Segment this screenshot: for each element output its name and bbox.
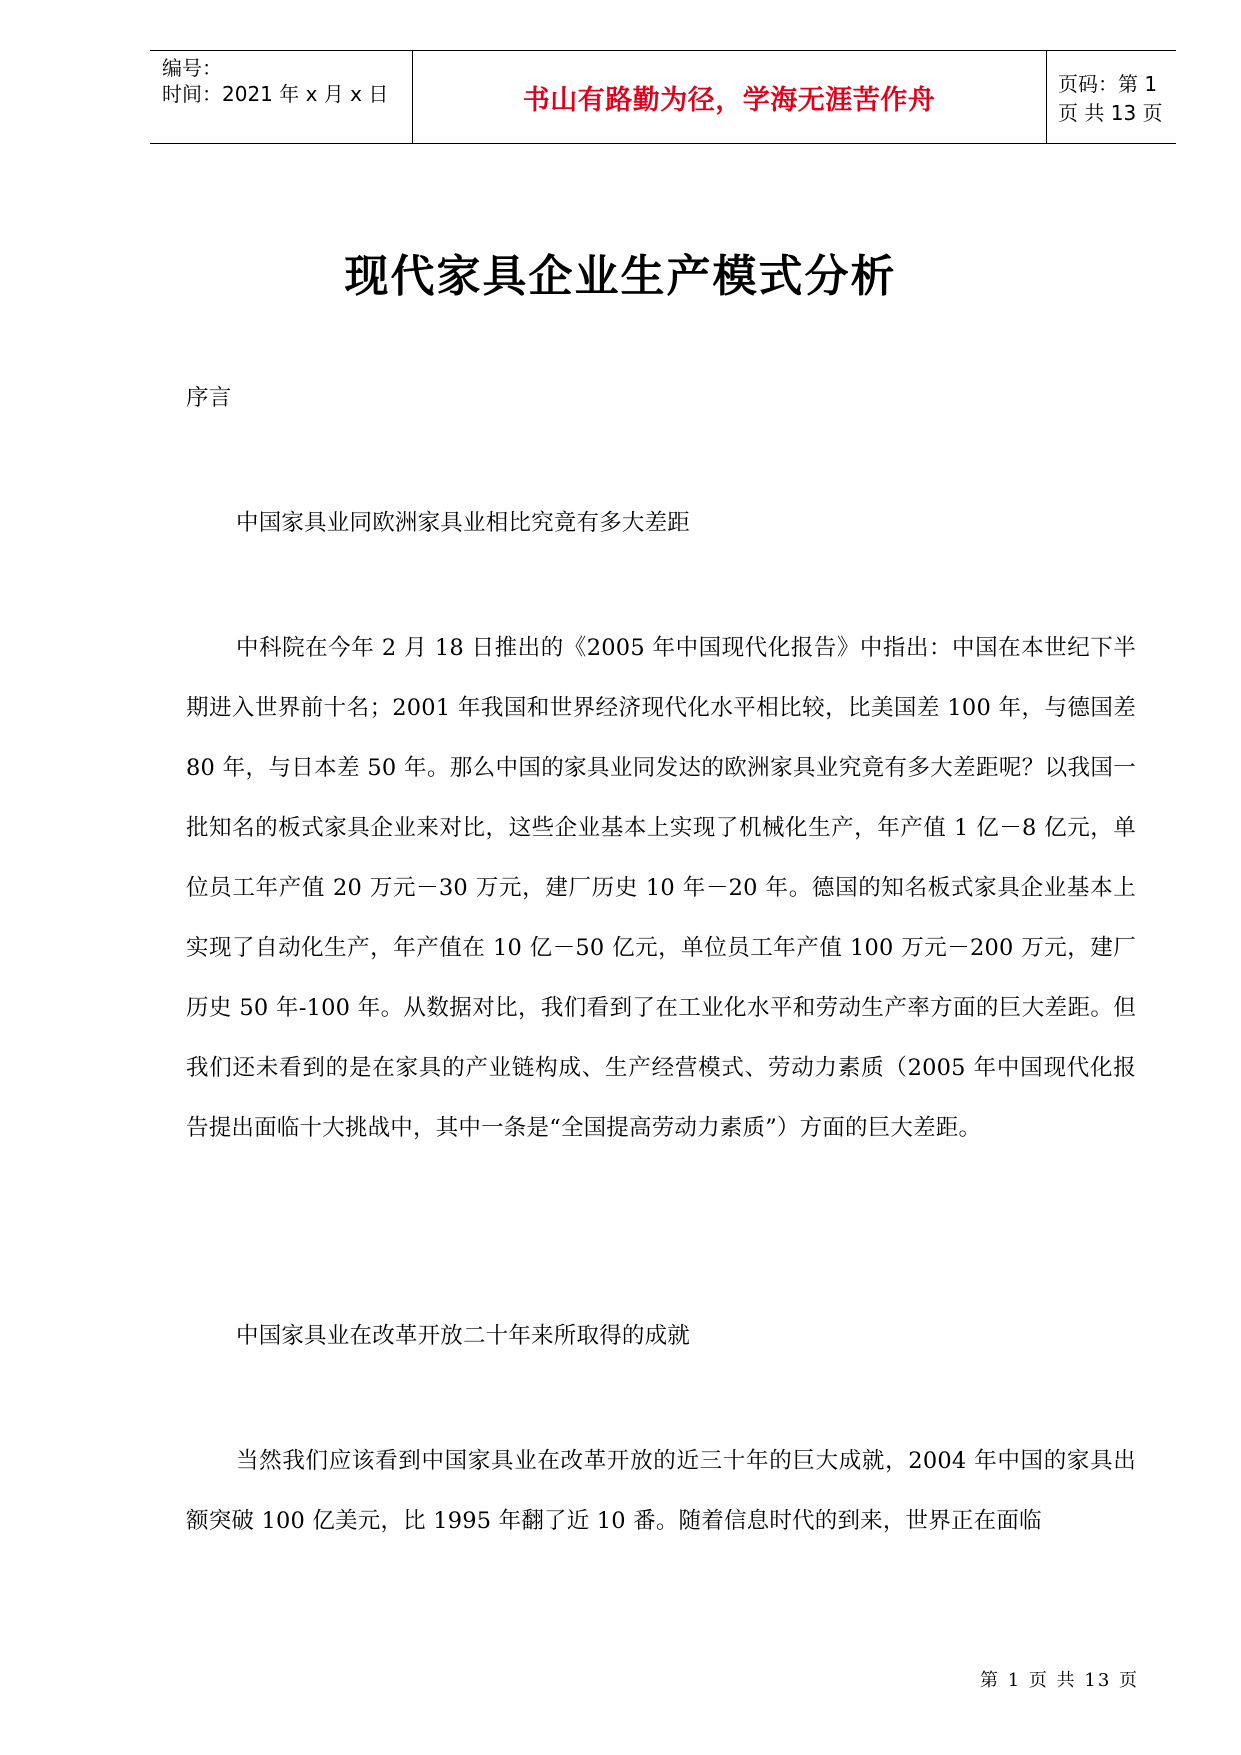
- header-number-label: 编号：: [162, 56, 222, 80]
- document-title: 现代家具企业生产模式分析: [344, 251, 897, 302]
- header-time-label: 时间：2021 年 x 月 x 日: [162, 82, 389, 106]
- page-footer: 第 1 页 共 13 页: [980, 1670, 1139, 1691]
- section-heading-1: 中国家具业同欧洲家具业相比究竟有多大差距: [236, 510, 691, 536]
- body-paragraph-2: 当然我们应该看到中国家具业在改革开放的近三十年的巨大成就，2004 年中国的家具出额突破 100 亿美元，比 1995 年翻了近 10 番。随着信息时代的到来，世界正在面临: [186, 1448, 1136, 1534]
- section-heading-2: 中国家具业在改革开放二十年来所取得的成就: [236, 1323, 691, 1349]
- header-divider-right: [1046, 51, 1047, 143]
- header-meta: [162, 55, 388, 107]
- header-motto: 书山有路勤为径，学海无涯苦作舟: [522, 84, 936, 116]
- preface-heading: 序言: [186, 385, 232, 411]
- page-header: [150, 50, 1176, 144]
- header-page-info: 页码：第 1 页 共 13 页: [1058, 72, 1163, 125]
- body-paragraph-1: 中科院在今年 2 月 18 日推出的《2005 年中国现代化报告》中指出：中国在本世纪下半期进入世界前十名；2001 年我国和世界经济现代化水平相比较，比美国差 100 年，与德国差 80 年，与日本差 50 年。那么中国的家具业同发达的欧洲家具业究竟有多大差距呢？以我国一批知名的板式家具企业来对比，这些企业基本上实现了机械化生产，年产值 1 亿－8 亿元，单位员工年产值 20 万元－30 万元，建厂历史 10 年－20 年。德国的知名板式家具企业基本上实现了自动化生产，年产值在 10 亿－50 亿元，单位员工年产值 100 万元－200 万元，建厂历史 50 年-100 年。从数据对比，我们看到了在工业化水平和劳动生产率方面的巨大差距。但我们还未看到的是在家具的产业链构成、生产经营模式、劳动力素质（2005 年中国现代化报告提出面临十大挑战中，其中一条是“全国提高劳动力素质”）方面的巨大差距。: [186, 635, 1136, 1141]
